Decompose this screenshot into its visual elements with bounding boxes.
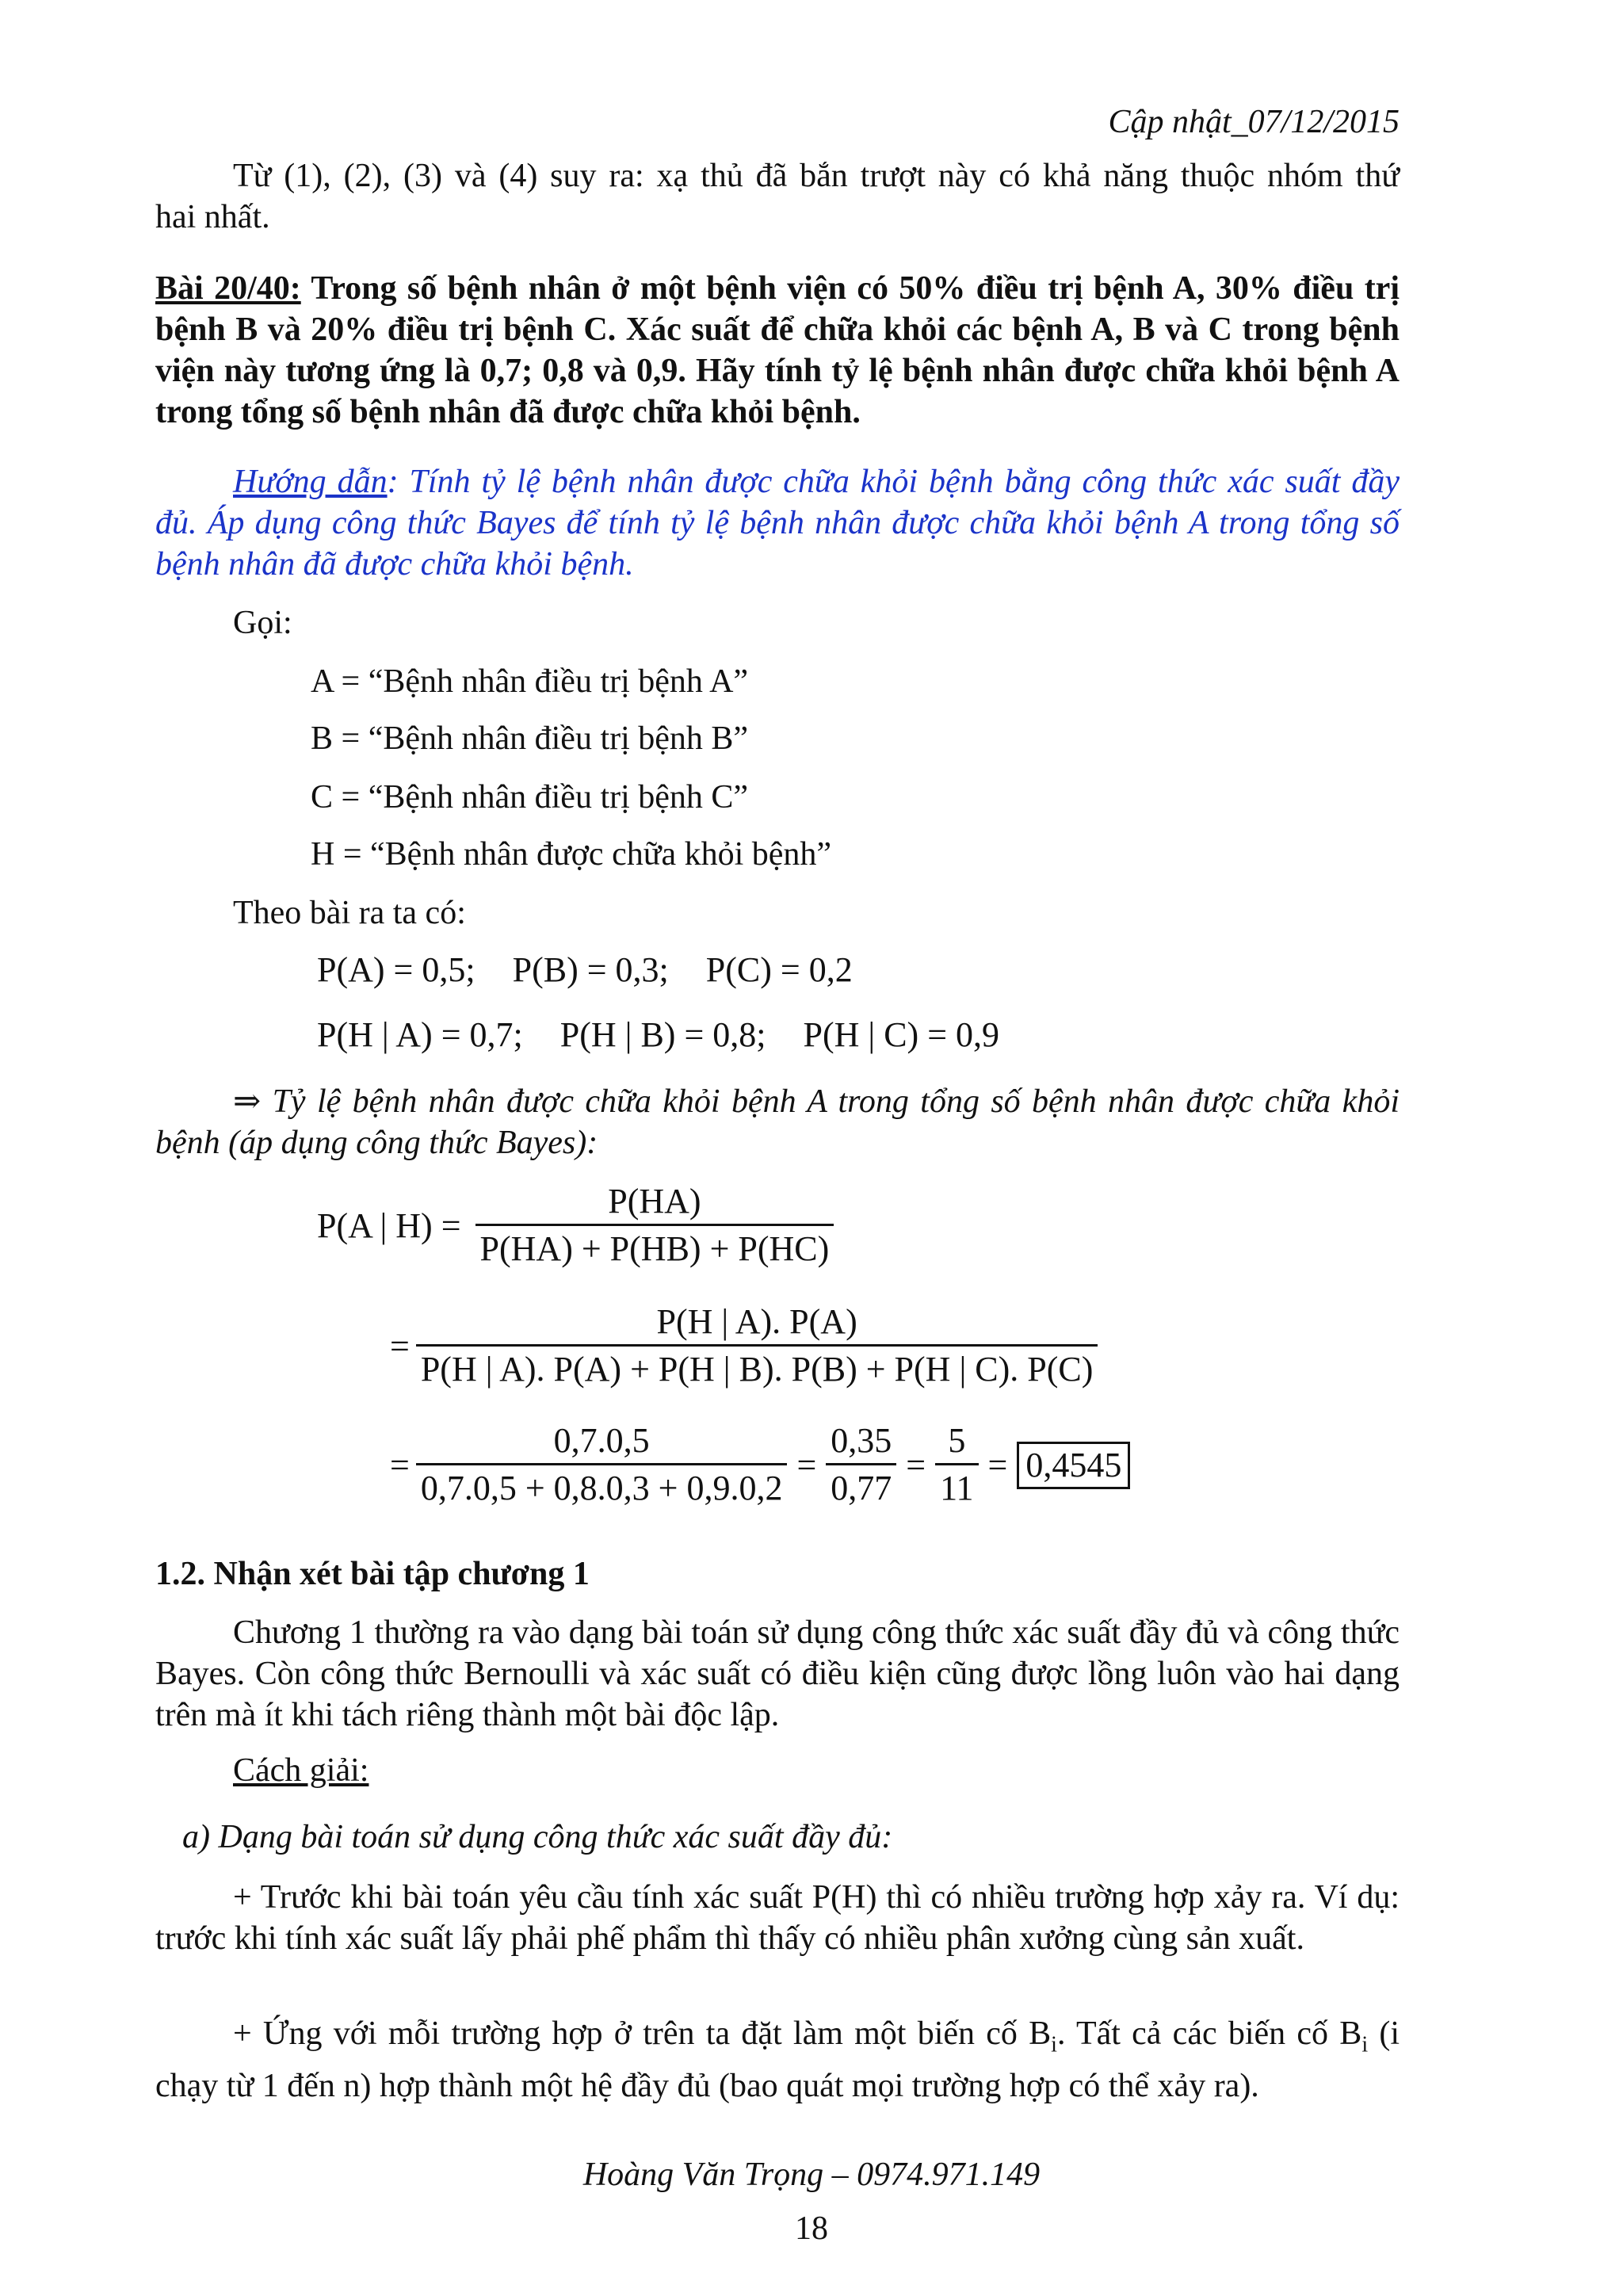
guide-text: : Tính tỷ lệ bệnh nhân được chữa khỏi bệnh bằng công thức xác suất đầy đủ. Áp dụng công thức Bayes để tính tỷ lệ bệnh nhân được chữa khỏi bệnh A trong tổng số bệnh nhân đã được chữa khỏi bệnh. xyxy=(155,464,1400,583)
fraction-5: $\frac{5}{11}$ xyxy=(935,1419,978,1511)
footer-author: Hoàng Văn Trọng – 0974.971.149 xyxy=(582,2157,1041,2193)
prob-c: P(C) = 0,2 xyxy=(705,950,853,989)
given-label: Theo bài ra ta có: xyxy=(233,895,466,931)
prob-h-given-c: P(H | C) = 0,9 xyxy=(803,1015,1000,1054)
subsection-a: a) Dạng bài toán sử dụng công thức xác suất đầy đủ: xyxy=(182,1819,893,1855)
bullet-1: + Trước khi bài toán yêu cầu tính xác suất P(H) thì có nhiều trường hợp xảy ra. Ví dụ: trước khi tính xác suất lấy phải phế phẩm thì thấy có nhiều phân xưởng cùng sản xuất. xyxy=(155,1879,1400,1957)
prob-h-given-a: P(H | A) = 0,7; xyxy=(317,1015,523,1054)
event-c: C = “Bệnh nhân điều trị bệnh C” xyxy=(311,779,749,816)
fraction-4: $\frac{0,35}{0,77}$ xyxy=(826,1419,896,1511)
page-number: 18 xyxy=(795,2210,828,2247)
bayes-line-2: = $\frac{P(H | A). P(A)}{P(H | A). P(A) + P(H | B). P(B) + P(H | C). P(C)}$ xyxy=(390,1300,1098,1392)
given-priors xyxy=(317,949,853,991)
call-label: Gọi: xyxy=(233,605,292,641)
page-header: Cập nhật_07/12/2015 xyxy=(1108,104,1400,140)
result-box: 0,4545 xyxy=(1017,1442,1130,1489)
fraction-2: $\frac{P(H | A). P(A)}{P(H | A). P(A) + P(H | B). P(B) + P(H | C). P(C)}$ xyxy=(416,1300,1098,1392)
section-title: 1.2. Nhận xét bài tập chương 1 xyxy=(155,1556,590,1592)
problem-statement xyxy=(155,268,1400,433)
prob-h-given-b: P(H | B) = 0,8; xyxy=(559,1015,766,1054)
intro-paragraph: Từ (1), (2), (3) và (4) suy ra: xạ thủ đã bắn trượt này có khả năng thuộc nhóm thứ hai nhất. xyxy=(155,158,1400,235)
implies-arrow: ⇒ xyxy=(233,1083,262,1120)
fraction-3: $\frac{0,7.0,5}{0,7.0,5 + 0,8.0,3 + 0,9.0,2}$ xyxy=(416,1419,788,1511)
problem-text: Trong số bệnh nhân ở một bệnh viện có 50% điều trị bệnh A, 30% điều trị bệnh B và 20% điều trị bệnh C. Xác suất để chữa khỏi các bệnh A, B và C trong bệnh viện này tương ứng là 0,7; 0,8 và 0,9. Hãy tính tỷ lệ bệnh nhân được chữa khỏi bệnh A trong tổng số bệnh nhân đã được chữa khỏi bệnh. xyxy=(155,270,1400,430)
bayes-line-3: = $\frac{0,7.0,5}{0,7.0,5 + 0,8.0,3 + 0,9.0,2}$ = $\frac{0,35}{0,77}$ = $\frac{5}{11}$ = 0,4545 xyxy=(390,1419,1130,1511)
event-h: H = “Bệnh nhân được chữa khỏi bệnh” xyxy=(311,836,832,873)
event-a: A = “Bệnh nhân điều trị bệnh A” xyxy=(311,663,749,700)
bayes-lhs: P(A | H) = xyxy=(317,1205,461,1245)
section-paragraph: Chương 1 thường ra vào dạng bài toán sử dụng công thức xác suất đầy đủ và công thức Bayes. Còn công thức Bernoulli và xác suất có điều kiện cũng được lồng luôn vào hai dạng trên mà ít khi tách riêng thành một bài độc lập. xyxy=(155,1614,1400,1733)
bullet-2: + Ứng với mỗi trường hợp ở trên ta đặt làm một biến cố $B_i$. Tất cả các biến cố $B_i$ (i chạy từ 1 đến n) hợp thành một hệ đầy đủ (bao quát mọi trường hợp có thể xảy ra). xyxy=(155,2015,1400,2105)
solution-label: Cách giải: xyxy=(233,1752,369,1789)
prob-a: P(A) = 0,5; xyxy=(317,950,475,989)
conclusion-paragraph xyxy=(155,1081,1400,1163)
given-conditionals xyxy=(317,1014,999,1056)
prob-b: P(B) = 0,3; xyxy=(512,950,669,989)
event-b: B = “Bệnh nhân điều trị bệnh B” xyxy=(311,720,749,757)
bayes-line-1 xyxy=(317,1179,834,1272)
guide-paragraph xyxy=(155,461,1400,585)
fraction-1: $\frac{P(HA)}{P(HA) + P(HB) + P(HC)}$ xyxy=(475,1179,834,1272)
problem-label: Bài 20/40: xyxy=(155,270,301,307)
conclusion-text: Tỷ lệ bệnh nhân được chữa khỏi bệnh A trong tổng số bệnh nhân được chữa khỏi bệnh (áp dụng công thức Bayes): xyxy=(155,1083,1400,1161)
guide-label: Hướng dẫn xyxy=(233,464,388,500)
